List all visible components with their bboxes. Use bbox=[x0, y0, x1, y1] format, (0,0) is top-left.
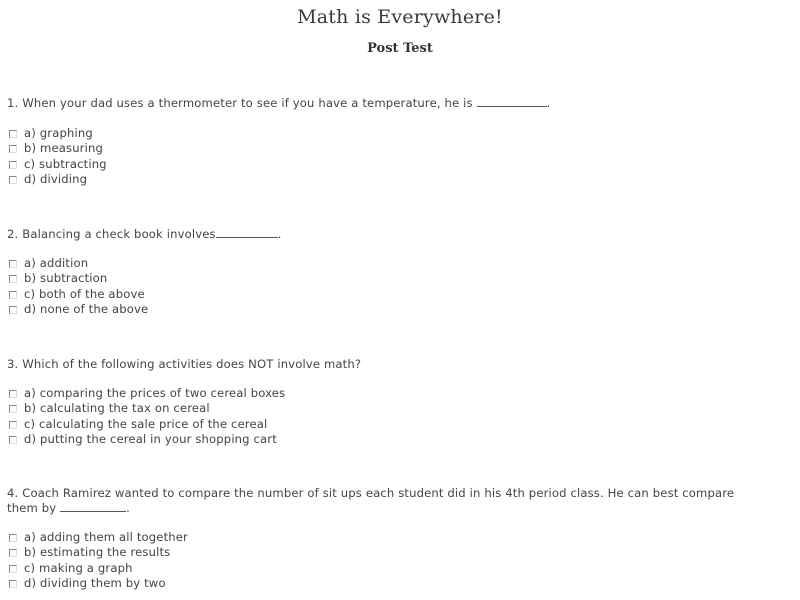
option-label: c) making a graph bbox=[24, 560, 133, 575]
question-text bbox=[7, 486, 767, 516]
option-a[interactable] bbox=[7, 125, 787, 141]
option-label: a) graphing bbox=[24, 125, 93, 140]
radio-button[interactable] bbox=[9, 145, 17, 153]
option-c[interactable] bbox=[7, 560, 787, 576]
answer-blank bbox=[477, 96, 547, 107]
option-b[interactable] bbox=[7, 401, 787, 417]
option-b[interactable] bbox=[7, 271, 787, 287]
option-label: d) dividing them by two bbox=[24, 576, 166, 591]
question-prompt: Balancing a check book involves bbox=[22, 227, 216, 241]
option-label: c) calculating the sale price of the cereal bbox=[24, 416, 268, 431]
question-text bbox=[7, 357, 787, 372]
option-b[interactable] bbox=[7, 545, 787, 561]
radio-button[interactable] bbox=[9, 549, 17, 557]
radio-button[interactable] bbox=[9, 176, 17, 184]
radio-button[interactable] bbox=[9, 534, 17, 542]
radio-button[interactable] bbox=[9, 130, 17, 138]
option-d[interactable] bbox=[7, 432, 787, 448]
question-number: 1. bbox=[7, 96, 19, 110]
option-a[interactable] bbox=[7, 255, 787, 271]
page-subtitle: Post Test bbox=[367, 41, 433, 56]
question-suffix: . bbox=[277, 227, 282, 241]
answer-options bbox=[7, 529, 787, 591]
question-prompt: Coach Ramirez wanted to compare the number of sit ups each student did in his 4th period class. He can best compare them by bbox=[7, 486, 735, 515]
answer-options bbox=[7, 255, 787, 317]
question-suffix: . bbox=[546, 96, 551, 110]
question-prompt: When your dad uses a thermometer to see if you have a temperature, he is bbox=[22, 96, 473, 110]
option-label: b) calculating the tax on cereal bbox=[24, 401, 210, 416]
option-d[interactable] bbox=[7, 576, 787, 592]
radio-button[interactable] bbox=[9, 580, 17, 588]
option-label: d) dividing bbox=[24, 172, 88, 187]
question-1 bbox=[7, 96, 787, 203]
option-label: a) adding them all together bbox=[24, 529, 188, 544]
option-label: b) estimating the results bbox=[24, 545, 171, 560]
question-3 bbox=[7, 357, 787, 463]
question-4 bbox=[7, 486, 787, 600]
radio-button[interactable] bbox=[9, 306, 17, 314]
question-prompt: Which of the following activities does NOT involve math? bbox=[22, 357, 362, 371]
option-label: d) none of the above bbox=[24, 302, 149, 317]
option-a[interactable] bbox=[7, 385, 787, 401]
option-label: b) subtraction bbox=[24, 271, 108, 286]
question-suffix: . bbox=[126, 501, 130, 515]
option-label: b) measuring bbox=[24, 141, 103, 156]
radio-button[interactable] bbox=[9, 436, 17, 444]
answer-options bbox=[7, 385, 787, 447]
page-title: Math is Everywhere! bbox=[297, 6, 503, 28]
question-number: 2. bbox=[7, 227, 19, 241]
radio-button[interactable] bbox=[9, 565, 17, 573]
radio-button[interactable] bbox=[9, 275, 17, 283]
option-c[interactable] bbox=[7, 416, 787, 432]
radio-button[interactable] bbox=[9, 161, 17, 169]
question-text bbox=[7, 96, 787, 111]
question-2 bbox=[7, 227, 787, 333]
option-c[interactable] bbox=[7, 286, 787, 302]
answer-blank bbox=[60, 501, 126, 512]
radio-button[interactable] bbox=[9, 405, 17, 413]
radio-button[interactable] bbox=[9, 291, 17, 299]
option-d[interactable] bbox=[7, 302, 787, 318]
radio-button[interactable] bbox=[9, 260, 17, 268]
option-c[interactable] bbox=[7, 156, 787, 172]
option-d[interactable] bbox=[7, 172, 787, 188]
option-b[interactable] bbox=[7, 141, 787, 157]
option-label: a) addition bbox=[24, 255, 89, 270]
option-label: a) comparing the prices of two cereal boxes bbox=[24, 385, 286, 400]
answer-blank bbox=[216, 227, 278, 238]
answer-options bbox=[7, 125, 787, 187]
question-text bbox=[7, 227, 787, 242]
option-label: d) putting the cereal in your shopping cart bbox=[24, 432, 277, 447]
option-label: c) both of the above bbox=[24, 286, 145, 301]
question-number: 4. bbox=[7, 486, 19, 500]
question-number: 3. bbox=[7, 357, 19, 371]
radio-button[interactable] bbox=[9, 390, 17, 398]
radio-button[interactable] bbox=[9, 421, 17, 429]
option-label: c) subtracting bbox=[24, 156, 107, 171]
option-a[interactable] bbox=[7, 529, 787, 545]
